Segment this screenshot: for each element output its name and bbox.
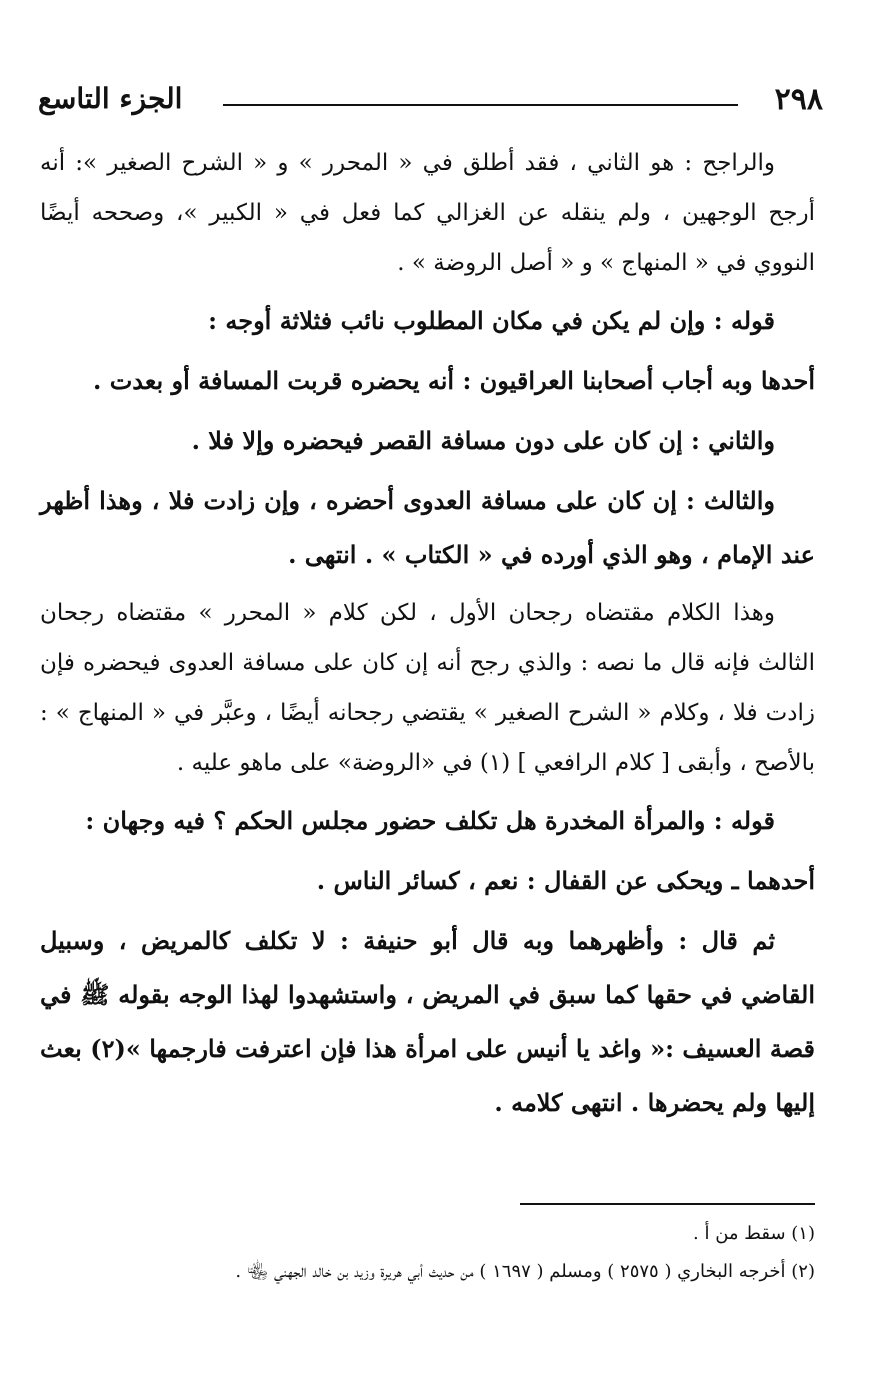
- paragraph-thumma-qal: ثم قال : وأظهرهما وبه قال أبو حنيفة : لا تكلف كالمريض ، وسبيل القاضي في حقها كما سبق في المريض ، واستشهدوا لهذا الوجه بقوله ﷺ في قصة العسيف :« واغد يا أنيس على امرأة هذا فإن اعترفت فارجمها »(٢) بعث إليها ولم يحضرها . انتهى كلامه .: [40, 926, 815, 1117]
- paragraph-qawluh-2: قوله : والمرأة المخدرة هل تكلف حضور مجلس الحكم ؟ فيه وجهان :: [85, 806, 775, 835]
- paragraph-rajih: والراجح : هو الثاني ، فقد أطلق في « المحرر » و « الشرح الصغير »: أنه أرجح الوجهين ، ولم ينقله عن الغزالي كما فعل في « الكبير »، وصححه أيضًا النووي في « المنهاج » و « أصل الروضة » .: [40, 150, 815, 276]
- running-head: الجزء التاسع: [38, 82, 183, 115]
- paragraph-ahaduhuma: أحدهما ـ ويحكى عن القفال : نعم ، كسائر الناس .: [316, 866, 815, 895]
- footnote-separator: [520, 1203, 815, 1205]
- paragraph-ahaduha: أحدها وبه أجاب أصحابنا العراقيون : أنه يحضره قربت المسافة أو بعدت .: [93, 366, 815, 395]
- footnote-2: (٢) أخرجه البخاري ( ٢٥٧٥ ) ومسلم ( ١٦٩٧ ) من حديث أبي هريرة وزيد بن خالد الجهني ﵄ .: [235, 1261, 815, 1282]
- footnotes: [40, 1215, 815, 1291]
- page-header: [38, 82, 823, 122]
- header-rule: [223, 104, 738, 106]
- footnote-1: (١) سقط من أ .: [693, 1223, 815, 1244]
- paragraph-thalith: والثالث : إن كان على مسافة العدوى أحضره ، وإن زادت فلا ، وهذا أظهر عند الإمام ، وهو الذي أورده في « الكتاب » . انتهى .: [40, 486, 815, 569]
- paragraph-thani: والثاني : إن كان على دون مسافة القصر فيحضره وإلا فلا .: [191, 426, 775, 455]
- page-number: ٢٩٨: [774, 82, 823, 117]
- paragraph-qawluh-1: قوله : وإن لم يكن في مكان المطلوب نائب فثلاثة أوجه :: [208, 306, 775, 335]
- paragraph-commentary: وهذا الكلام مقتضاه رجحان الأول ، لكن كلام « المحرر » مقتضاه رجحان الثالث فإنه قال ما نصه : والذي رجح أنه إن كان على مسافة العدوى فيحضره فإن زادت فلا ، وكلام « الشرح الصغير » يقتضي رجحانه أيضًا ، وعبَّر في « المنهاج » : بالأصح ، وأبقى [ كلام الرافعي ] (١) في «الروضة» على ماهو عليه .: [40, 600, 815, 776]
- page-body: [40, 138, 815, 1136]
